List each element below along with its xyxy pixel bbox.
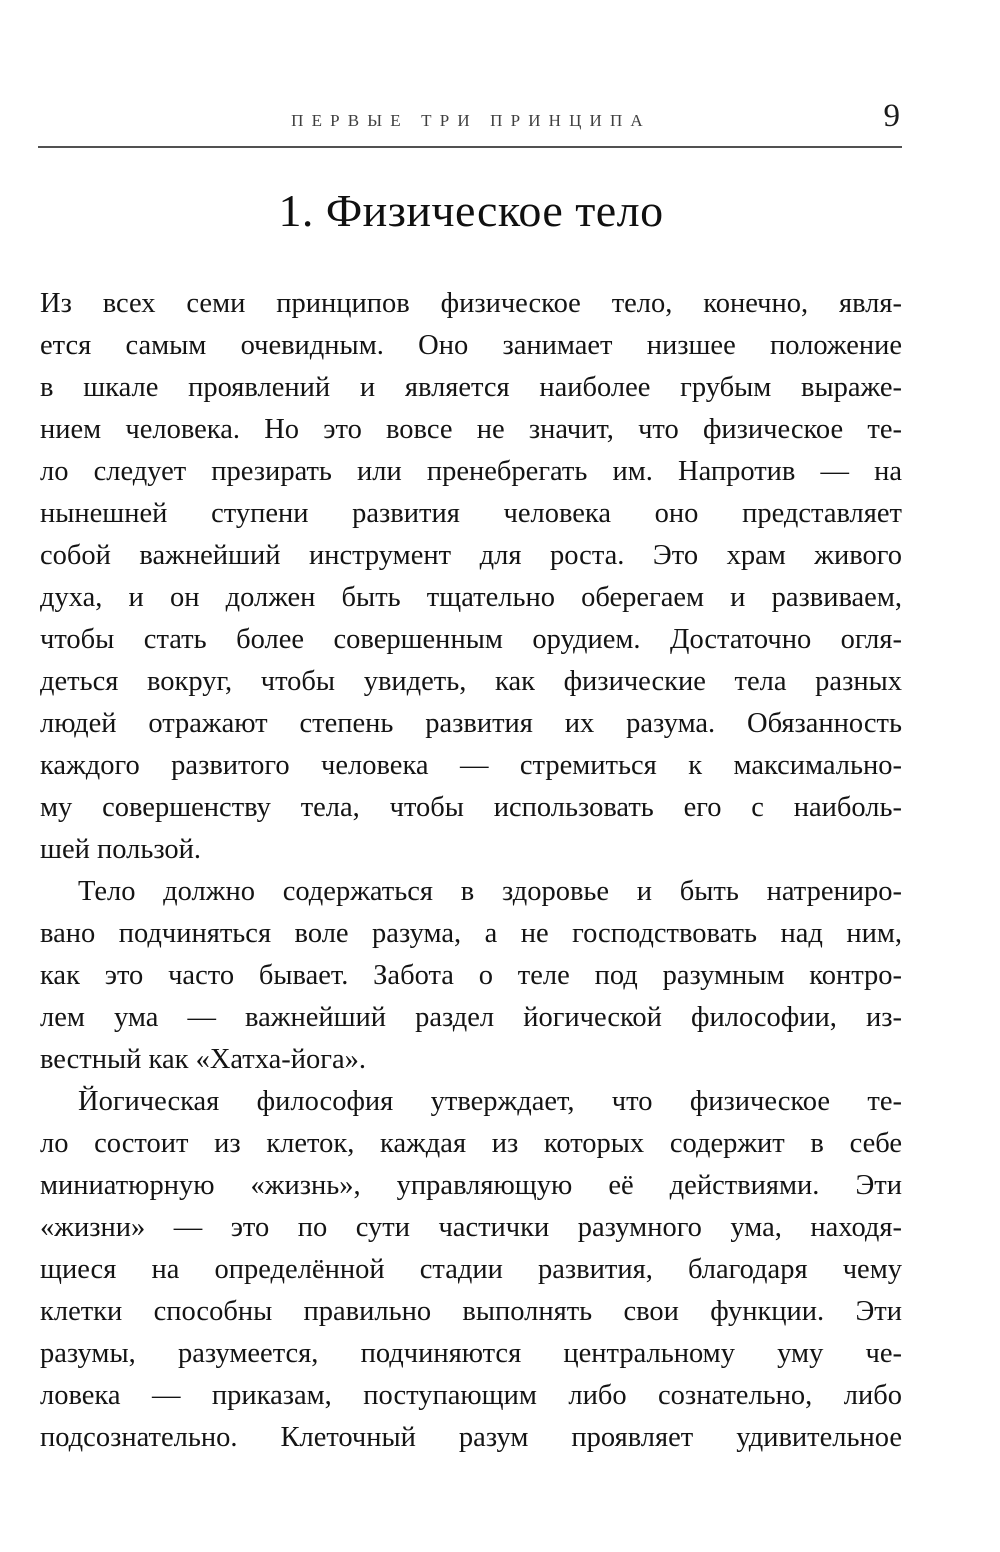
text-line: клетки способны правильно выполнять свои функции. Эти [40, 1296, 902, 1327]
text-line: Из всех семи принципов физическое тело, конечно, явля- [40, 288, 902, 319]
paragraph [40, 871, 902, 1081]
text-line: подсознательно. Клеточный разум проявляет удивительное [40, 1422, 902, 1453]
text-line: вано подчиняться воле разума, а не господствовать над ним, [40, 918, 902, 949]
page-header [40, 98, 902, 140]
text-line: как это часто бывает. Забота о теле под разумным контро- [40, 960, 902, 991]
text-column [40, 0, 902, 1552]
text-line: ло следует презирать или пренебрегать им. Напротив — на [40, 456, 902, 487]
chapter-title: 1. Физическое тело [278, 185, 664, 236]
text-line: «жизни» — это по сути частички разумного ума, находя- [40, 1212, 902, 1243]
text-line: нием человека. Но это вовсе не значит, что физическое те- [40, 414, 902, 445]
running-title: ПЕРВЫЕ ТРИ ПРИНЦИПА [291, 111, 651, 130]
paragraph [40, 283, 902, 871]
page-number: 9 [883, 98, 900, 134]
text-line: разумы, разумеется, подчиняются центральному уму че- [40, 1338, 902, 1369]
text-line: в шкале проявлений и является наиболее грубым выраже- [40, 372, 902, 403]
text-line: ется самым очевидным. Оно занимает низшее положение [40, 330, 902, 361]
paragraph [40, 1081, 902, 1459]
text-line: вестный как «Хатха-йога». [40, 1044, 366, 1075]
text-line: щиеся на определённой стадии развития, благодаря чему [40, 1254, 902, 1285]
text-line: деться вокруг, чтобы увидеть, как физические тела разных [40, 666, 902, 697]
text-line: му совершенству тела, чтобы использовать его с наиболь- [40, 792, 902, 823]
text-line: чтобы стать более совершенным орудием. Достаточно огля- [40, 624, 902, 655]
text-line: людей отражают степень развития их разума. Обязанность [40, 708, 902, 739]
text-line: духа, и он должен быть тщательно оберегаем и развиваем, [40, 582, 902, 613]
text-line: лем ума — важнейший раздел йогической философии, из- [40, 1002, 902, 1033]
text-line: ловека — приказам, поступающим либо сознательно, либо [40, 1380, 902, 1411]
text-line: Тело должно содержаться в здоровье и быть натрениро- [78, 876, 902, 907]
text-line: Йогическая философия утверждает, что физическое те- [78, 1086, 902, 1117]
text-line: каждого развитого человека — стремиться к максимально- [40, 750, 902, 781]
text-line: собой важнейший инструмент для роста. Это храм живого [40, 540, 902, 571]
text-line: шей пользой. [40, 834, 202, 865]
text-line: ло состоит из клеток, каждая из которых содержит в себе [40, 1128, 902, 1159]
body-text [40, 283, 902, 1459]
header-rule [38, 146, 902, 148]
text-line: нынешней ступени развития человека оно представляет [40, 498, 902, 529]
text-line: миниатюрную «жизнь», управляющую её действиями. Эти [40, 1170, 902, 1201]
